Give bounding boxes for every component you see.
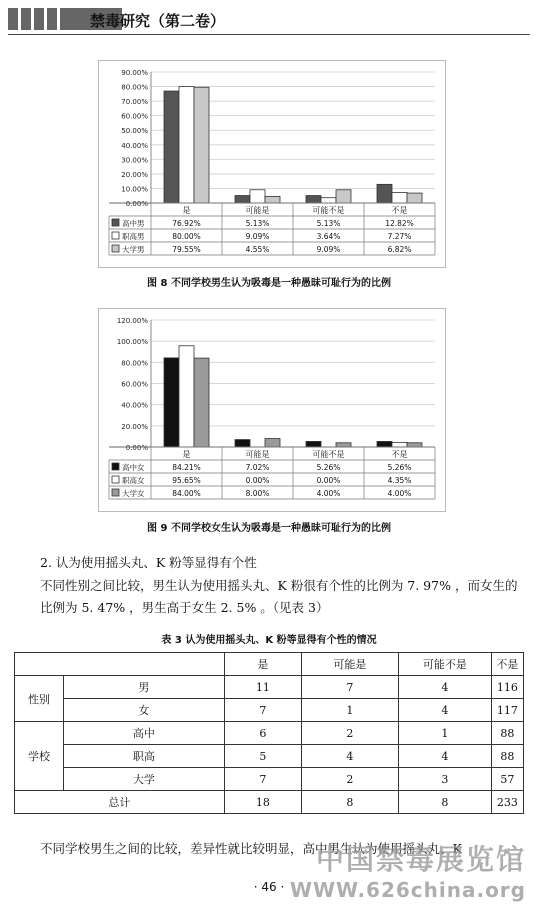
- legend-swatch: [112, 219, 119, 226]
- row-label: 女: [64, 699, 225, 722]
- table-cell: 4: [398, 699, 491, 722]
- table-cell: 5: [224, 745, 301, 768]
- data-label: 7.27%: [387, 232, 412, 241]
- bar-职高男: [392, 192, 407, 203]
- data-label: 5.26%: [316, 463, 341, 472]
- table-cell: 11: [224, 676, 301, 699]
- data-label: 0.00%: [316, 476, 341, 485]
- table-cell: 7: [224, 768, 301, 791]
- total-label: 总计: [15, 791, 225, 814]
- row-label: 高中: [64, 722, 225, 745]
- y-tick-label: 60.00%: [121, 112, 148, 121]
- table-cell: 88: [491, 745, 523, 768]
- table-cell: 8: [301, 791, 398, 814]
- y-tick-label: 60.00%: [121, 380, 148, 389]
- table-cell: 1: [301, 699, 398, 722]
- bar-高中男: [306, 196, 321, 203]
- figure-8-svg: [99, 61, 445, 267]
- paragraph: 不同性别之间比较，男生认为使用摇头丸、K 粉很有个性的比例为 7. 97% ，而女生的比例为 5. 47% ，男生高于女生 2. 5% 。（见表 3）: [40, 578, 518, 615]
- bar-大学男: [194, 87, 209, 203]
- group-label: 学校: [15, 722, 64, 791]
- bar-大学男: [336, 190, 351, 203]
- bar-高中男: [164, 91, 179, 203]
- bar-大学男: [407, 193, 422, 203]
- data-label: 4.35%: [387, 476, 412, 485]
- category-label: 可能不是: [312, 206, 345, 215]
- y-tick-label: 70.00%: [121, 98, 148, 107]
- table-cell: 117: [491, 699, 523, 722]
- category-label: 不是: [391, 450, 408, 459]
- table-corner-cell: [15, 653, 225, 676]
- data-label: 4.55%: [245, 245, 270, 254]
- y-tick-label: 40.00%: [121, 401, 148, 410]
- legend-swatch: [112, 476, 119, 483]
- data-label: 8.00%: [245, 489, 270, 498]
- table-total-row: [15, 791, 524, 814]
- table-row: [15, 676, 524, 699]
- header-rule: [8, 34, 530, 35]
- data-label: 9.09%: [316, 245, 341, 254]
- legend-swatch: [112, 232, 119, 239]
- bar-职高男: [250, 190, 265, 203]
- figure-8-chart: [98, 60, 446, 268]
- table-header-cell: 不是: [491, 653, 523, 676]
- data-label: 79.55%: [172, 245, 201, 254]
- watermark-line-1: 中国禁毒展览馆: [315, 843, 526, 876]
- table-cell: 8: [398, 791, 491, 814]
- category-label: 是: [182, 206, 191, 215]
- legend-label: 大学男: [122, 245, 145, 254]
- y-tick-label: 40.00%: [121, 141, 148, 150]
- y-tick-label: 0.00%: [125, 200, 148, 208]
- data-label: 84.00%: [172, 489, 201, 498]
- row-label: 大学: [64, 768, 225, 791]
- bar-高中女: [377, 441, 392, 447]
- bar-大学女: [336, 443, 351, 447]
- table-cell: 2: [301, 768, 398, 791]
- table-3-caption: 表 3 认为使用摇头丸、K 粉等显得有个性的情况: [161, 635, 377, 646]
- legend-label: 大学女: [122, 489, 145, 498]
- bar-职高男: [321, 198, 336, 203]
- legend-label: 高中女: [122, 463, 145, 472]
- page-number: · 46 ·: [253, 880, 285, 894]
- table-cell: 57: [491, 768, 523, 791]
- table-cell: 88: [491, 722, 523, 745]
- legend-label: 职高女: [122, 476, 145, 485]
- y-tick-label: 50.00%: [121, 127, 148, 136]
- watermark-line-2: WWW.626china.org: [289, 878, 526, 902]
- table-cell: 2: [301, 722, 398, 745]
- section-heading: 2. 认为使用摇头丸、K 粉等显得有个性: [40, 555, 257, 570]
- legend-swatch: [112, 463, 119, 470]
- table-header-row: [15, 653, 524, 676]
- data-label: 76.92%: [172, 219, 201, 228]
- bar-大学女: [407, 443, 422, 447]
- bar-职高女: [179, 346, 194, 447]
- data-label: 9.09%: [245, 232, 270, 241]
- legend-label: 高中男: [122, 219, 145, 228]
- table-row: [15, 722, 524, 745]
- category-label: 不是: [391, 206, 408, 215]
- bar-高中男: [235, 196, 250, 203]
- data-label: 4.00%: [387, 489, 412, 498]
- category-label: 可能不是: [312, 450, 345, 459]
- y-tick-label: 90.00%: [121, 69, 148, 77]
- table-row: [15, 745, 524, 768]
- table-header-cell: 是: [224, 653, 301, 676]
- y-tick-label: 100.00%: [116, 338, 148, 347]
- data-label: 84.21%: [172, 463, 201, 472]
- table-cell: 7: [301, 676, 398, 699]
- table-cell: 116: [491, 676, 523, 699]
- figure-9-chart: [98, 308, 446, 512]
- bar-高中女: [164, 358, 179, 447]
- category-label: 可能是: [245, 450, 270, 459]
- table-cell: 7: [224, 699, 301, 722]
- figure-9-caption: 图 9 不同学校女生认为吸毒是一种愚昧可耻行为的比例: [147, 523, 391, 534]
- data-label: 80.00%: [172, 232, 201, 241]
- paragraph: 不同学校男生之间的比较，差异性就比较明显，高中男生认为使用摇头丸、K: [40, 841, 462, 856]
- table-cell: 233: [491, 791, 523, 814]
- y-tick-label: 80.00%: [121, 83, 148, 92]
- y-tick-label: 0.00%: [125, 444, 148, 452]
- table-header-cell: 可能不是: [398, 653, 491, 676]
- figure-9-svg: [99, 309, 445, 511]
- table-cell: 4: [398, 676, 491, 699]
- group-label: 性别: [15, 676, 64, 722]
- bar-高中女: [235, 440, 250, 447]
- table-header-cell: 可能是: [301, 653, 398, 676]
- table-cell: 18: [224, 791, 301, 814]
- category-label: 是: [182, 450, 191, 459]
- data-label: 12.82%: [385, 219, 414, 228]
- row-label: 男: [64, 676, 225, 699]
- table-cell: 4: [301, 745, 398, 768]
- y-tick-label: 10.00%: [121, 185, 148, 194]
- bar-大学女: [265, 439, 280, 447]
- bar-职高女: [392, 442, 407, 447]
- y-tick-label: 80.00%: [121, 359, 148, 368]
- data-label: 3.64%: [316, 232, 341, 241]
- figure-8-caption: 图 8 不同学校男生认为吸毒是一种愚昧可耻行为的比例: [147, 278, 391, 289]
- table-cell: 3: [398, 768, 491, 791]
- legend-swatch: [112, 489, 119, 496]
- category-label: 可能是: [245, 206, 270, 215]
- table-cell: 1: [398, 722, 491, 745]
- data-label: 5.13%: [245, 219, 270, 228]
- data-label: 5.13%: [316, 219, 341, 228]
- table-3: [14, 652, 524, 814]
- bar-高中男: [377, 184, 392, 203]
- y-tick-label: 20.00%: [121, 170, 148, 179]
- y-tick-label: 120.00%: [116, 317, 148, 325]
- data-label: 0.00%: [245, 476, 270, 485]
- running-header-title: 禁毒研究（第二卷）: [90, 12, 226, 30]
- bar-大学女: [194, 358, 209, 447]
- bar-高中女: [306, 441, 321, 447]
- table-row: [15, 768, 524, 791]
- y-tick-label: 20.00%: [121, 422, 148, 431]
- data-label: 4.00%: [316, 489, 341, 498]
- data-label: 6.82%: [387, 245, 412, 254]
- data-label: 5.26%: [387, 463, 412, 472]
- table-row: [15, 699, 524, 722]
- table-cell: 6: [224, 722, 301, 745]
- data-label: 95.65%: [172, 476, 201, 485]
- bar-大学男: [265, 196, 280, 203]
- legend-swatch: [112, 245, 119, 252]
- bar-职高男: [179, 87, 194, 203]
- row-label: 职高: [64, 745, 225, 768]
- legend-label: 职高男: [122, 232, 145, 241]
- table-cell: 4: [398, 745, 491, 768]
- data-label: 7.02%: [245, 463, 270, 472]
- y-tick-label: 30.00%: [121, 156, 148, 165]
